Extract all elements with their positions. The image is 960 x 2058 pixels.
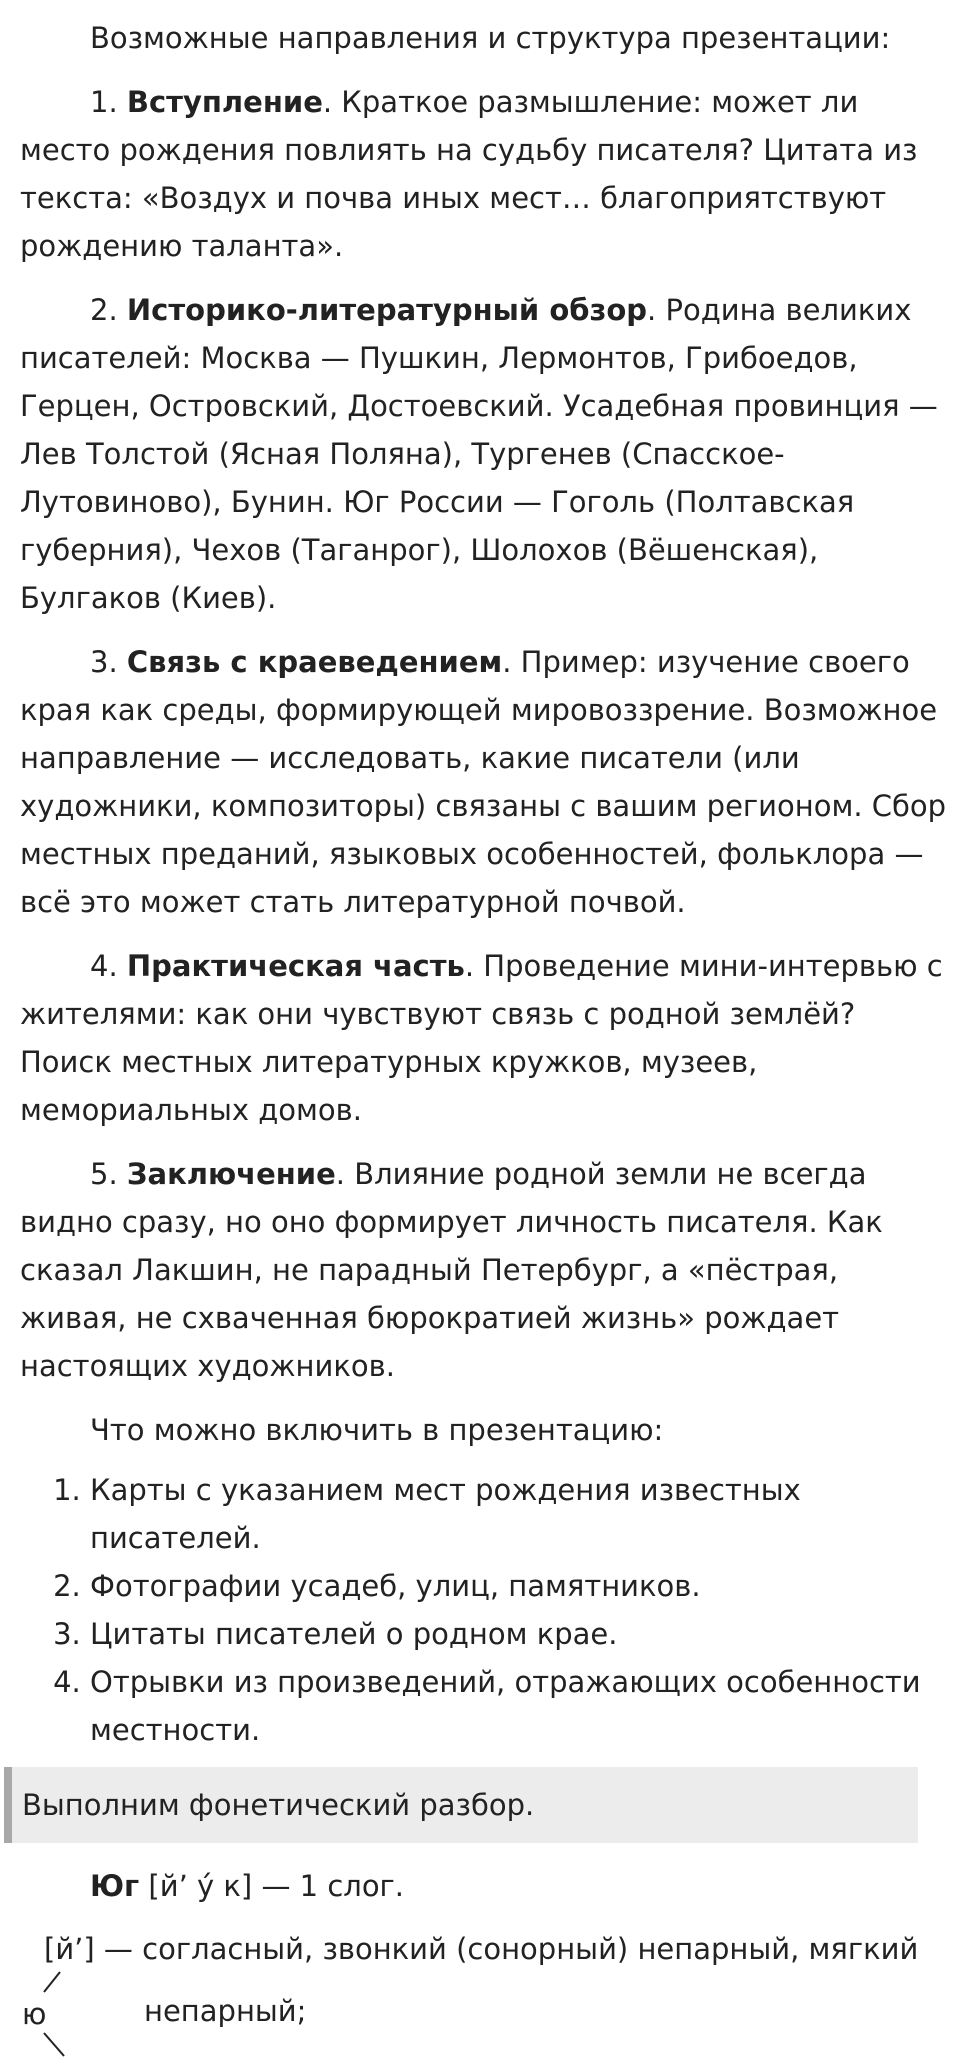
section-text: . Влияние родной земли не всегда видно сразу, но оно формирует личность писателя. Как сказал Лакшин, не парадный Петербург, а «пёстрая, живая, не схваченная бюрократией жизнь» рождает настоящих художников. [20,1157,883,1383]
section-4 [20,942,950,1134]
include-heading: Что можно включить в презентацию: [90,1413,664,1447]
section-title: Практическая часть [126,949,465,983]
section-number: 4. [90,949,118,983]
list-item: 2. Фотографии усадеб, улиц, памятников. [90,1562,950,1610]
section-5 [20,1150,950,1390]
list-item: 4. Отрывки из произведений, отражающих особенности местности. [90,1658,950,1754]
list-item: 3. Цитаты писателей о родном крае. [90,1610,950,1658]
phonetic-sound-description: — согласный, звонкий (сонорный) непарный, мягкий [94,1932,919,1966]
section-title: Заключение [126,1157,336,1191]
phonetic-banner [4,1767,918,1843]
section-number: 2. [90,293,118,327]
section-title: Связь с краеведением [126,645,503,679]
connector-line-lower [44,2033,64,2056]
list-item: 1. Карты с указанием мест рождения известных писателей. [90,1466,950,1562]
phonetic-word: Юг [90,1869,140,1903]
section-title: Вступление [126,85,323,119]
intro-paragraph: Возможные направления и структура презентации: [90,21,891,55]
include-list [20,1466,950,1754]
section-1 [20,78,950,270]
section-number: 1. [90,85,118,119]
section-number: 3. [90,645,118,679]
section-text: . Проведение мини-интервью с жителями: как они чувствуют связь с родной землёй? Поиск местных литературных кружков, музеев, мемориальных домов. [20,949,943,1127]
section-3 [20,638,950,926]
phonetic-letter: ю [22,1997,47,2031]
section-text: . Родина великих писателей: Москва — Пушкин, Лермонтов, Грибоедов, Герцен, Островский, Достоевский. Усадебная провинция — Лев Толстой (Ясная Поляна), Тургенев (Спасское-Лутовиново), Бунин. Юг России — Гоголь (Полтавская губерния), Чехов (Таганрог), Шолохов (Вёшенская), Булгаков (Киев). [20,293,938,615]
section-text: . Пример: изучение своего края как среды, формирующей мировоззрение. Возможное направление — исследовать, какие писатели (или художники, композиторы) связаны с вашим регионом. Сбор местных преданий, языковых особенностей, фольклора — всё это может стать литературной почвой. [20,645,947,919]
phonetic-description-continued: непарный; [144,1994,307,2028]
section-number: 5. [90,1157,118,1191]
banner-text: Выполним фонетический разбор. [22,1788,535,1822]
phonetic-word-line [90,1862,404,1910]
section-title: Историко-литературный обзор [126,293,648,327]
document-body [20,14,950,1768]
connector-line-upper [44,1972,60,1992]
phonetic-sound: [й’] [44,1932,95,1966]
phonetic-transcription: [й’ у́ к] — 1 слог. [139,1869,405,1903]
phonetic-sound-line [44,1925,918,1973]
section-text: . Краткое размышление: может ли место рождения повлиять на судьбу писателя? Цитата из текста: «Воздух и почва иных мест… благоприятствуют рождению таланта». [20,85,918,263]
section-2 [20,286,950,622]
